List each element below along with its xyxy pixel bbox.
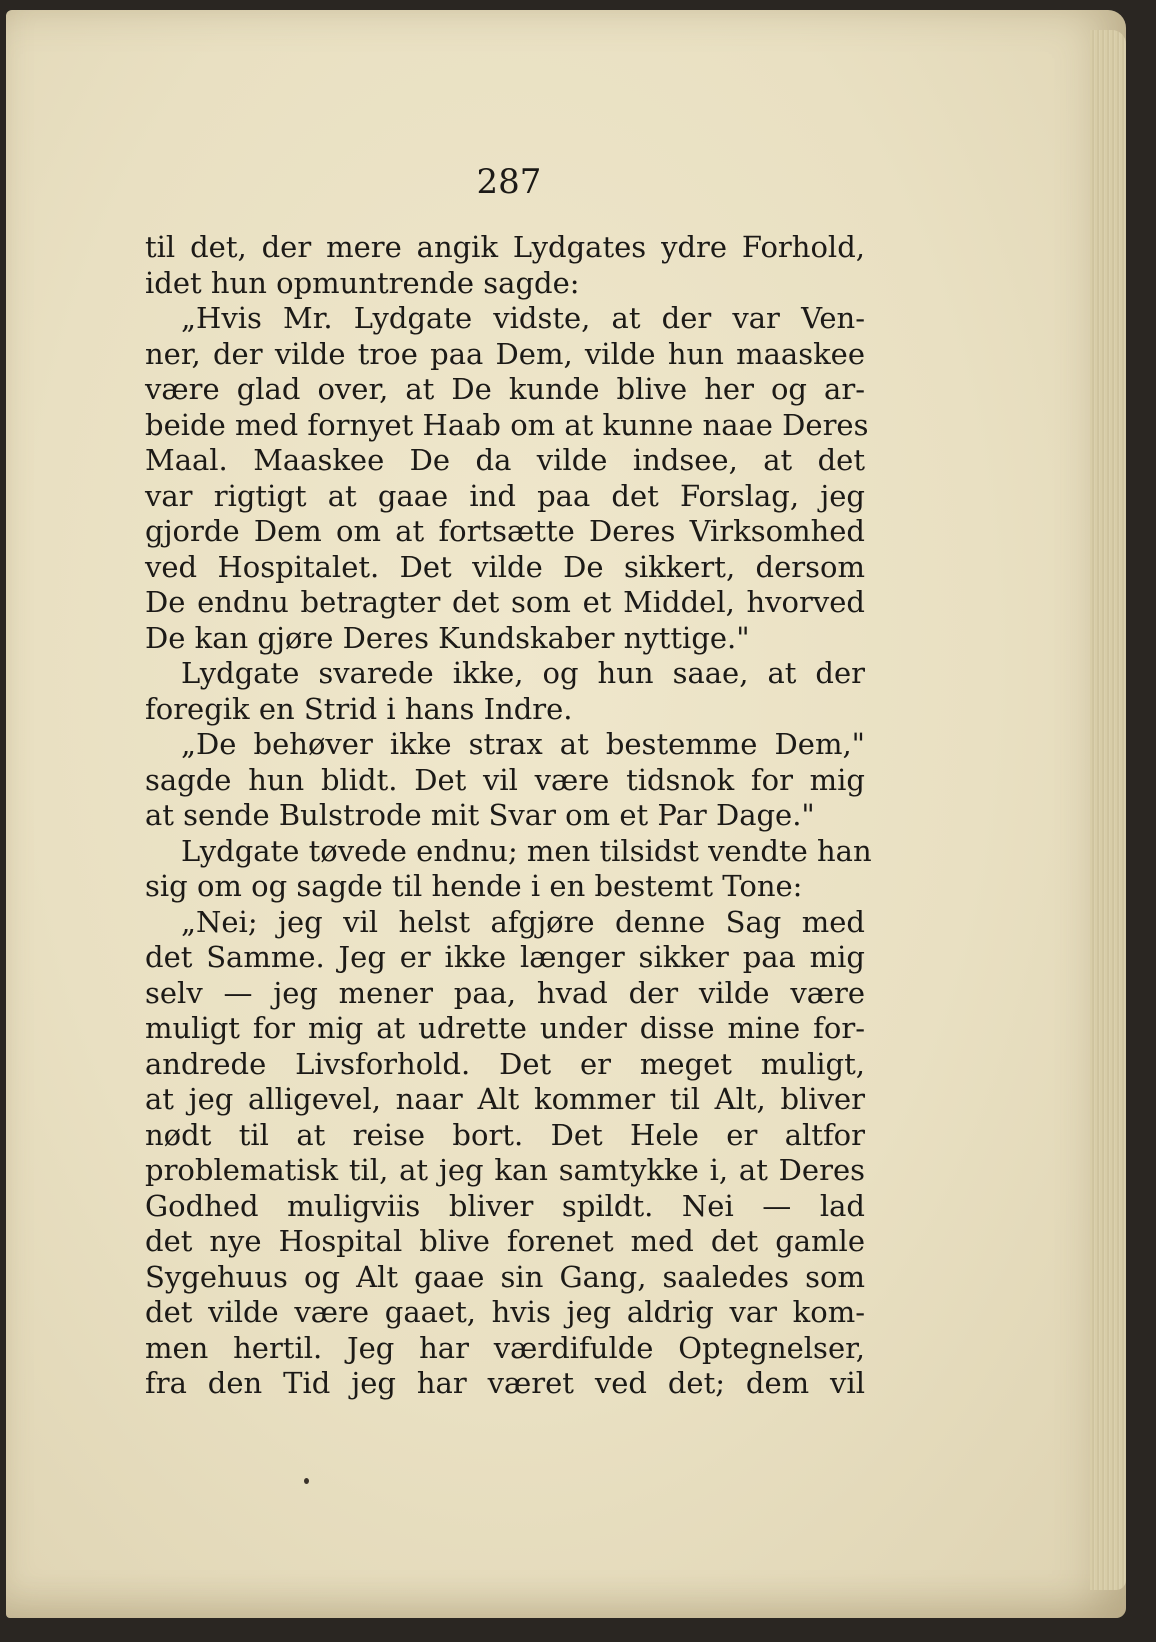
text-line: „De behøver ikke strax at bestemme Dem," [181, 727, 865, 761]
text-line: idet hun opmuntrende sagde: [145, 265, 580, 300]
text-line: De endnu betragter det som et Middel, hvorved [145, 585, 865, 619]
text-line: Godhed muligviis bliver spildt. Nei — lad [145, 1188, 865, 1223]
text-line: sig om og sagde til hende i en bestemt Tone: [145, 869, 803, 903]
text-line: beide med fornyet Haab om at kunne naae Deres [145, 407, 869, 442]
text-line: ved Hospitalet. Det vilde De sikkert, dersom [145, 549, 865, 584]
book-page [6, 10, 1126, 1618]
text-line: Lydgate svarede ikke, og hun saae, at der [181, 656, 865, 690]
text-line: var rigtigt at gaae ind paa det Forslag, jeg [145, 478, 865, 513]
text-line: andrede Livsforhold. Det er meget muligt, [145, 1046, 865, 1081]
body-text [145, 230, 872, 1402]
text-line: ner, der vilde troe paa Dem, vilde hun maaskee [145, 336, 865, 371]
text-line: det nye Hospital blive forenet med det gamle [145, 1224, 865, 1258]
page-number: 287 [476, 162, 542, 202]
text-line: Maal. Maaskee De da vilde indsee, at det [145, 443, 865, 477]
text-line: være glad over, at De kunde blive her og ar- [145, 372, 865, 406]
text-line: men hertil. Jeg har værdifulde Optegnelser, [145, 1330, 865, 1365]
text-line: det vilde være gaaet, hvis jeg aldrig var kom- [145, 1295, 865, 1329]
text-line: at sende Bulstrode mit Svar om et Par Dage." [145, 798, 815, 832]
text-line: problematisk til, at jeg kan samtykke i, at Deres [145, 1153, 865, 1187]
text-line: nødt til at reise bort. Det Hele er altfor [145, 1117, 865, 1152]
text-line: De kan gjøre Deres Kundskaber nyttige." [145, 620, 750, 655]
text-line: fra den Tid jeg har været ved det; dem vil [145, 1366, 865, 1400]
text-line: sagde hun blidt. Det vil være tidsnok for mig [145, 762, 865, 797]
text-line: gjorde Dem om at fortsætte Deres Virksomhed [145, 514, 865, 548]
paper-speck [304, 1478, 309, 1484]
text-line: „Hvis Mr. Lydgate vidste, at der var Ven- [181, 301, 865, 335]
text-line: „Nei; jeg vil helst afgjøre denne Sag med [181, 904, 865, 939]
text-line: foregik en Strid i hans Indre. [145, 691, 573, 726]
page-edge [1090, 30, 1126, 1590]
text-line: selv — jeg mener paa, hvad der vilde være [145, 975, 865, 1010]
text-line: Lydgate tøvede endnu; men tilsidst vendte han [181, 833, 872, 868]
text-line: Sygehuus og Alt gaae sin Gang, saaledes som [145, 1259, 865, 1294]
text-line: at jeg alligevel, naar Alt kommer til Alt, bliver [145, 1082, 865, 1116]
text-line: muligt for mig at udrette under disse mine for- [145, 1011, 865, 1045]
text-line: til det, der mere angik Lydgates ydre Forhold, [145, 230, 865, 264]
text-line: det Samme. Jeg er ikke længer sikker paa mig [145, 940, 865, 974]
